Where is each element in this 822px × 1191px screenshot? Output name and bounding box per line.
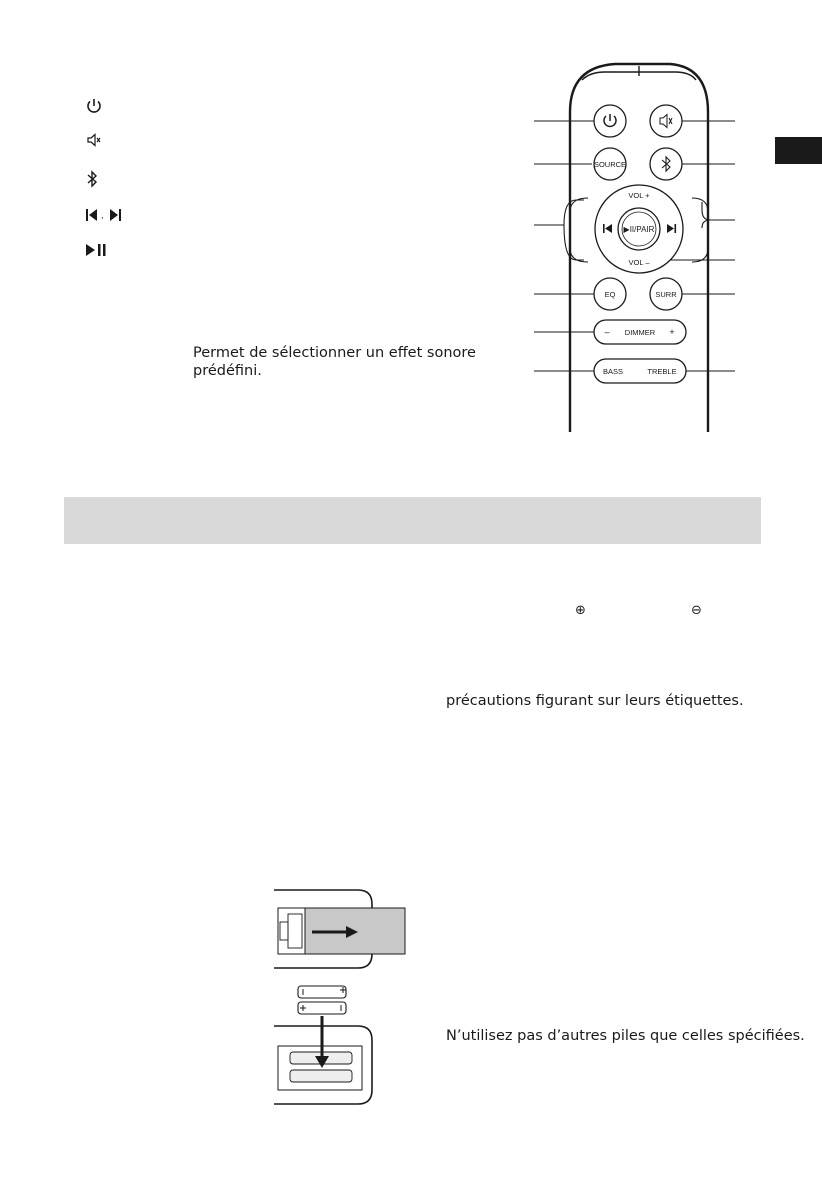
power-icon <box>84 96 104 116</box>
remote-dimmer-label: DIMMER <box>624 328 656 337</box>
bluetooth-icon <box>82 169 102 189</box>
play-pause-icon <box>84 240 110 260</box>
remote-vol-plus-label: VOL + <box>628 191 650 200</box>
precautions-text: précautions figurant sur leurs étiquettes. <box>446 693 744 709</box>
remote-mute-button <box>650 105 682 137</box>
section-heading-band <box>64 497 761 544</box>
remote-dimmer-plus: + <box>669 327 675 337</box>
battery-warning-text: N’utilisez pas d’autres piles que celles spécifiées. <box>446 1028 805 1044</box>
battery-insert-illustration <box>270 980 410 1110</box>
eq-description-line1: Permet de sélectionner un effet sonore <box>193 345 476 361</box>
mute-icon <box>84 130 104 150</box>
battery-cover-illustration <box>270 886 410 972</box>
remote-surr-label: SURR <box>655 290 677 299</box>
remote-eq-label: EQ <box>604 290 616 299</box>
eq-description-line2: prédéfini. <box>193 363 262 379</box>
remote-illustration <box>520 52 750 434</box>
remote-treble-label: TREBLE <box>647 367 677 376</box>
polarity-plus-symbol: ⊕ <box>575 603 586 618</box>
polarity-minus-symbol: ⊖ <box>691 603 702 618</box>
remote-bass-label: BASS <box>602 367 624 376</box>
remote-play-pair-label: ▶II/PAIR <box>623 225 655 234</box>
language-tab <box>775 137 822 164</box>
svg-text:,: , <box>101 210 104 220</box>
previous-next-icon <box>82 205 128 225</box>
remote-dimmer-minus: – <box>604 327 610 337</box>
remote-vol-minus-label: VOL – <box>628 258 650 267</box>
remote-source-label: SOURCE <box>593 160 627 169</box>
